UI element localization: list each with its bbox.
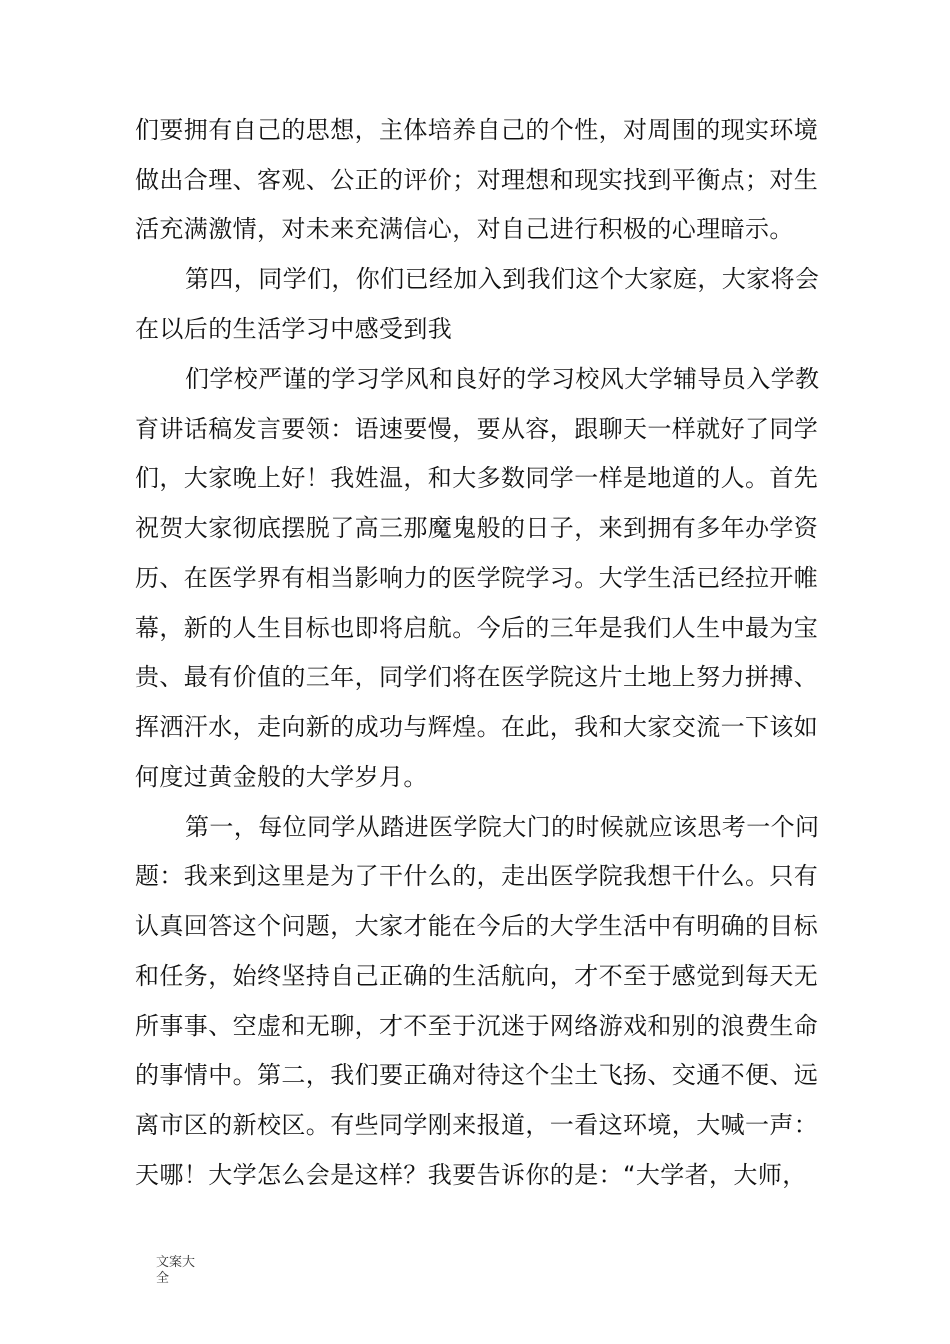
text-line: 贵、最有价值的三年，同学们将在医学院这片土地上努力拼搏、 [135, 663, 819, 691]
text-line: 育讲话稿发言要领：语速要慢，要从容，跟聊天一样就好了同学 [135, 415, 819, 443]
text-line: 们，大家晚上好！我姓温，和大多数同学一样是地道的人。首先 [135, 464, 819, 492]
text-line: 题：我来到这里是为了干什么的，走出医学院我想干什么。只有 [135, 862, 819, 890]
footer-label-line: 文案大 [156, 1255, 196, 1270]
text-line: 们要拥有自己的思想，主体培养自己的个性，对周围的现实环境 [135, 116, 819, 144]
footer-label-line: 全 [156, 1271, 170, 1286]
text-line: 和任务，始终坚持自己正确的生活航向，才不至于感觉到每天无 [135, 962, 819, 990]
text-line: 天哪！大学怎么会是这样？我要告诉你的是：“大学者，大师， [135, 1161, 807, 1189]
text-line: 做出合理、客观、公正的评价；对理想和现实找到平衡点；对生 [135, 166, 819, 194]
text-line: 的事情中。第二，我们要正确对待这个尘土飞扬、交通不便、远 [135, 1061, 819, 1089]
text-line: 何度过黄金般的大学岁月。 [135, 763, 428, 791]
text-line: 活充满激情，对未来充满信心，对自己进行积极的心理暗示。 [135, 215, 794, 243]
text-line: 所事事、空虚和无聊，才不至于沉迷于网络游戏和别的浪费生命 [135, 1012, 819, 1040]
text-line: 在以后的生活学习中感受到我 [135, 315, 453, 343]
text-line: 认真回答这个问题，大家才能在今后的大学生活中有明确的目标 [135, 912, 819, 940]
text-line: 挥洒汗水，走向新的成功与辉煌。在此，我和大家交流一下该如 [135, 713, 819, 741]
paragraph-start-line: 们学校严谨的学习学风和良好的学习校风大学辅导员入学教 [185, 365, 820, 393]
paragraph-start-line: 第一，每位同学从踏进医学院大门的时候就应该思考一个问 [185, 813, 820, 841]
text-line: 祝贺大家彻底摆脱了高三那魔鬼般的日子，来到拥有多年办学资 [135, 514, 819, 542]
text-line: 离市区的新校区。有些同学刚来报道，一看这环境，大喊一声： [135, 1111, 819, 1139]
text-line: 幕，新的人生目标也即将启航。今后的三年是我们人生中最为宝 [135, 614, 819, 642]
footer-label [156, 1255, 204, 1287]
text-line: 历、在医学界有相当影响力的医学院学习。大学生活已经拉开帷 [135, 564, 819, 592]
paragraph-start-line: 第四，同学们，你们已经加入到我们这个大家庭，大家将会 [185, 265, 820, 293]
